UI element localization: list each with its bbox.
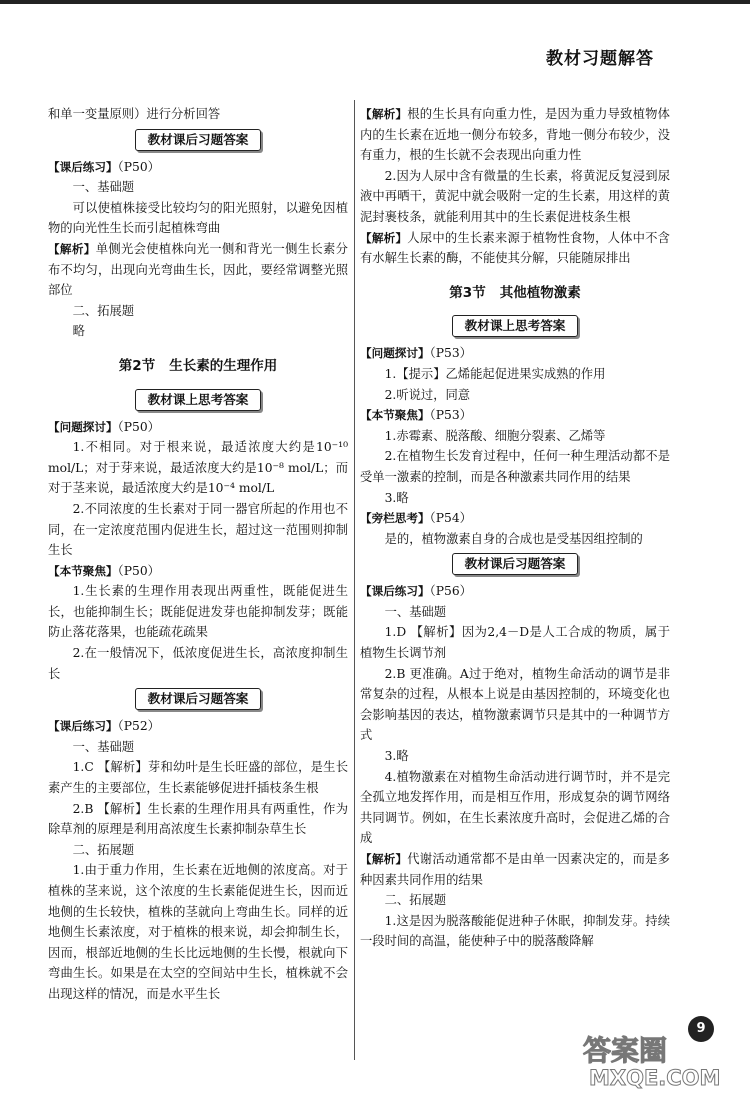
tagged-paragraph: [48, 716, 348, 737]
paragraph-text: 单侧光会使植株向光一侧和背光一侧生长素分布不均匀，出现向光弯曲生长，因此，要经常调整光照部位: [48, 241, 348, 298]
paragraph-text: 人尿中的生长素来源于植物性食物，人体中不含有水解生长素的酶，不能使其分解，只能随尿排出: [360, 230, 670, 266]
paragraph: 1.C 【解析】芽和幼叶是生长旺盛的部位，是生长素产生的主要部位，生长素能够促进扦插枝条生根: [48, 760, 348, 796]
paragraph-text: （P50）: [117, 419, 160, 434]
right-column: [360, 104, 670, 952]
section-title: [360, 283, 670, 304]
paragraph: 一、基础题: [72, 739, 135, 754]
running-header: 教材习题解答: [546, 49, 654, 69]
paragraph: 是的，植物激素自身的合成也是受基因组控制的: [384, 531, 643, 546]
answer-box-label: 教材课后习题答案: [135, 129, 262, 151]
bracket-tag: 【解析】: [360, 852, 408, 866]
answer-box-label: 教材课上思考答案: [452, 315, 579, 337]
tagged-paragraph: [48, 561, 348, 582]
paragraph: 2.B 更准确。A过于绝对，植物生命活动的调节是非常复杂的过程，从根本上说是由基因控制的，环境变化也会影响基因的表达，植物激素调节只是其中的一种调节方式: [360, 666, 670, 743]
paragraph: 3.略: [384, 749, 409, 764]
answer-box-label: 教材课后习题答案: [135, 688, 262, 710]
bracket-tag: 【课后练习】: [360, 584, 430, 599]
bracket-tag: 【问题探讨】: [48, 419, 118, 434]
tagged-paragraph: [360, 343, 670, 364]
watermark-logo: [577, 1030, 742, 1090]
page-number: 9: [688, 1016, 714, 1042]
paragraph: 二、拓展题: [72, 303, 135, 318]
tagged-paragraph: [360, 508, 670, 529]
tagged-paragraph: [48, 239, 348, 301]
answer-box-heading: [48, 688, 348, 710]
tagged-paragraph: [360, 581, 670, 602]
paragraph: 可以使植株接受比较均匀的阳光照射，以避免因植物的向光性生长而引起植株弯曲: [48, 200, 348, 236]
section-name: 其他植物激素: [499, 284, 581, 301]
answer-box-heading: [48, 129, 348, 151]
paragraph: 1.这是因为脱落酸能促进种子休眠，抑制发芽。持续一段时间的高温，能使种子中的脱落酸降解: [360, 913, 670, 949]
paragraph: 和单一变量原则）进行分析回答: [48, 107, 221, 121]
section-name: 生长素的生理作用: [169, 357, 278, 374]
paragraph: 2.在植物生长发育过程中，任何一种生理活动都不是受单一激素的控制，而是各种激素共同作用的结果: [360, 449, 670, 484]
section-number: 第2节: [118, 357, 156, 374]
paragraph-text: （P54）: [429, 511, 472, 526]
paragraph-text: 代谢活动通常都不是由单一因素决定的，而是多种因素共同作用的结果: [360, 852, 670, 887]
answer-box-heading: [48, 389, 348, 411]
answer-box-label: 教材课上思考答案: [135, 389, 262, 411]
tagged-paragraph: [360, 104, 670, 166]
paragraph-text: （P50）: [117, 159, 160, 174]
paragraph: 一、基础题: [72, 180, 135, 195]
tagged-paragraph: [360, 849, 670, 890]
tagged-paragraph: [360, 228, 670, 269]
answer-box-label: 教材课后习题答案: [452, 553, 579, 575]
bracket-tag: 【问题探讨】: [360, 346, 430, 361]
bracket-tag: 【旁栏思考】: [360, 511, 430, 526]
bracket-tag: 【本节聚焦】: [48, 563, 118, 578]
bracket-tag: 【本节聚焦】: [360, 408, 430, 423]
paragraph: 2.听说过，同意: [384, 387, 471, 402]
paragraph: 1.生长素的生理作用表现出两重性，既能促进生长，也能抑制生长；既能促进发芽也能抑制发芽；既能防止落花落果，也能疏花疏果: [48, 584, 348, 640]
tagged-paragraph: [360, 405, 670, 426]
paragraph: 二、拓展题: [72, 842, 135, 857]
paragraph: 略: [72, 324, 85, 339]
paragraph: 1.D 【解析】因为2,4－D是人工合成的物质，属于植物生长调节剂: [360, 625, 670, 661]
tagged-paragraph: [48, 417, 348, 438]
paragraph: 2.不同浓度的生长素对于同一器官所起的作用也不同，在一定浓度范围内促进生长，超过这一范围则抑制生长: [48, 501, 348, 558]
paragraph: 1.赤霉素、脱落酸、细胞分裂素、乙烯等: [384, 428, 606, 443]
paragraph-text: （P53）: [429, 346, 472, 361]
paragraph: 4.植物激素在对植物生命活动进行调节时，并不是完全孤立地发挥作用，而是相互作用，形成复杂的调节网络共同调节。例如，在生长素浓度升高时，会促进乙烯的合成: [360, 769, 670, 846]
tagged-paragraph: [48, 157, 348, 178]
paragraph-text: （P56）: [429, 584, 472, 599]
paragraph: 2.在一般情况下，低浓度促进生长，高浓度抑制生长: [48, 646, 348, 681]
bracket-tag: 【解析】: [360, 107, 408, 121]
paragraph: 一、基础题: [384, 604, 447, 619]
paragraph: 1.不相同。对于根来说，最适浓度大约是10⁻¹⁰ mol/L；对于芽来说，最适浓度大约是10⁻⁸ mol/L；而对于茎来说，最适浓度大约是10⁻⁴ mol/L: [48, 440, 348, 496]
watermark-title: 答案圈: [583, 1034, 668, 1067]
paragraph: 2.B 【解析】生长素的生理作用具有两重性，作为除草剂的原理是利用高浓度生长素抑制杂草生长: [48, 801, 348, 837]
bracket-tag: 【解析】: [48, 241, 96, 256]
bracket-tag: 【课后练习】: [48, 159, 118, 174]
bracket-tag: 【解析】: [360, 230, 408, 245]
top-rule: [0, 0, 750, 4]
answer-box-heading: [360, 553, 670, 575]
paragraph-text: （P52）: [117, 719, 160, 734]
bracket-tag: 【课后练习】: [48, 719, 118, 734]
paragraph-text: （P53）: [429, 408, 472, 423]
section-title: [48, 356, 348, 377]
paragraph: 1.由于重力作用，生长素在近地侧的浓度高。对于植株的茎来说，这个浓度的生长素能促进生长，因而近地侧的生长较快，植株的茎就向上弯曲生长。同样的近地侧生长素浓度，对于植株的根来说，却会抑制生长，因而，根部近地侧的生长比远地侧的生长慢，根就向下弯曲生长。如果是在太空的空间站中生长，植株就不会出现这样的情况，而是水平生长: [48, 863, 348, 1001]
paragraph-text: 根的生长具有向重力性，是因为重力导致植物体内的生长素在近地一侧分布较多，背地一侧分布较少，没有重力，根的生长就不会表现出向重力性: [360, 107, 670, 163]
answer-box-heading: [360, 315, 670, 337]
paragraph: 3.略: [384, 490, 409, 505]
section-number: 第3节: [449, 284, 486, 301]
paragraph: 二、拓展题: [384, 893, 447, 908]
watermark-url: MXQE.COM: [589, 1066, 721, 1090]
column-divider: [354, 100, 355, 1060]
paragraph: 2.因为人尿中含有微量的生长素，将黄泥反复浸到尿液中再晒干，黄泥中就会吸附一定的生长素，用这样的黄泥封裹枝条，就能利用其中的生长素促进枝条生根: [360, 168, 670, 224]
paragraph: 1.【提示】乙烯能起促进果实成熟的作用: [384, 366, 606, 381]
left-column: [48, 104, 348, 1005]
paragraph-text: （P50）: [117, 563, 160, 578]
